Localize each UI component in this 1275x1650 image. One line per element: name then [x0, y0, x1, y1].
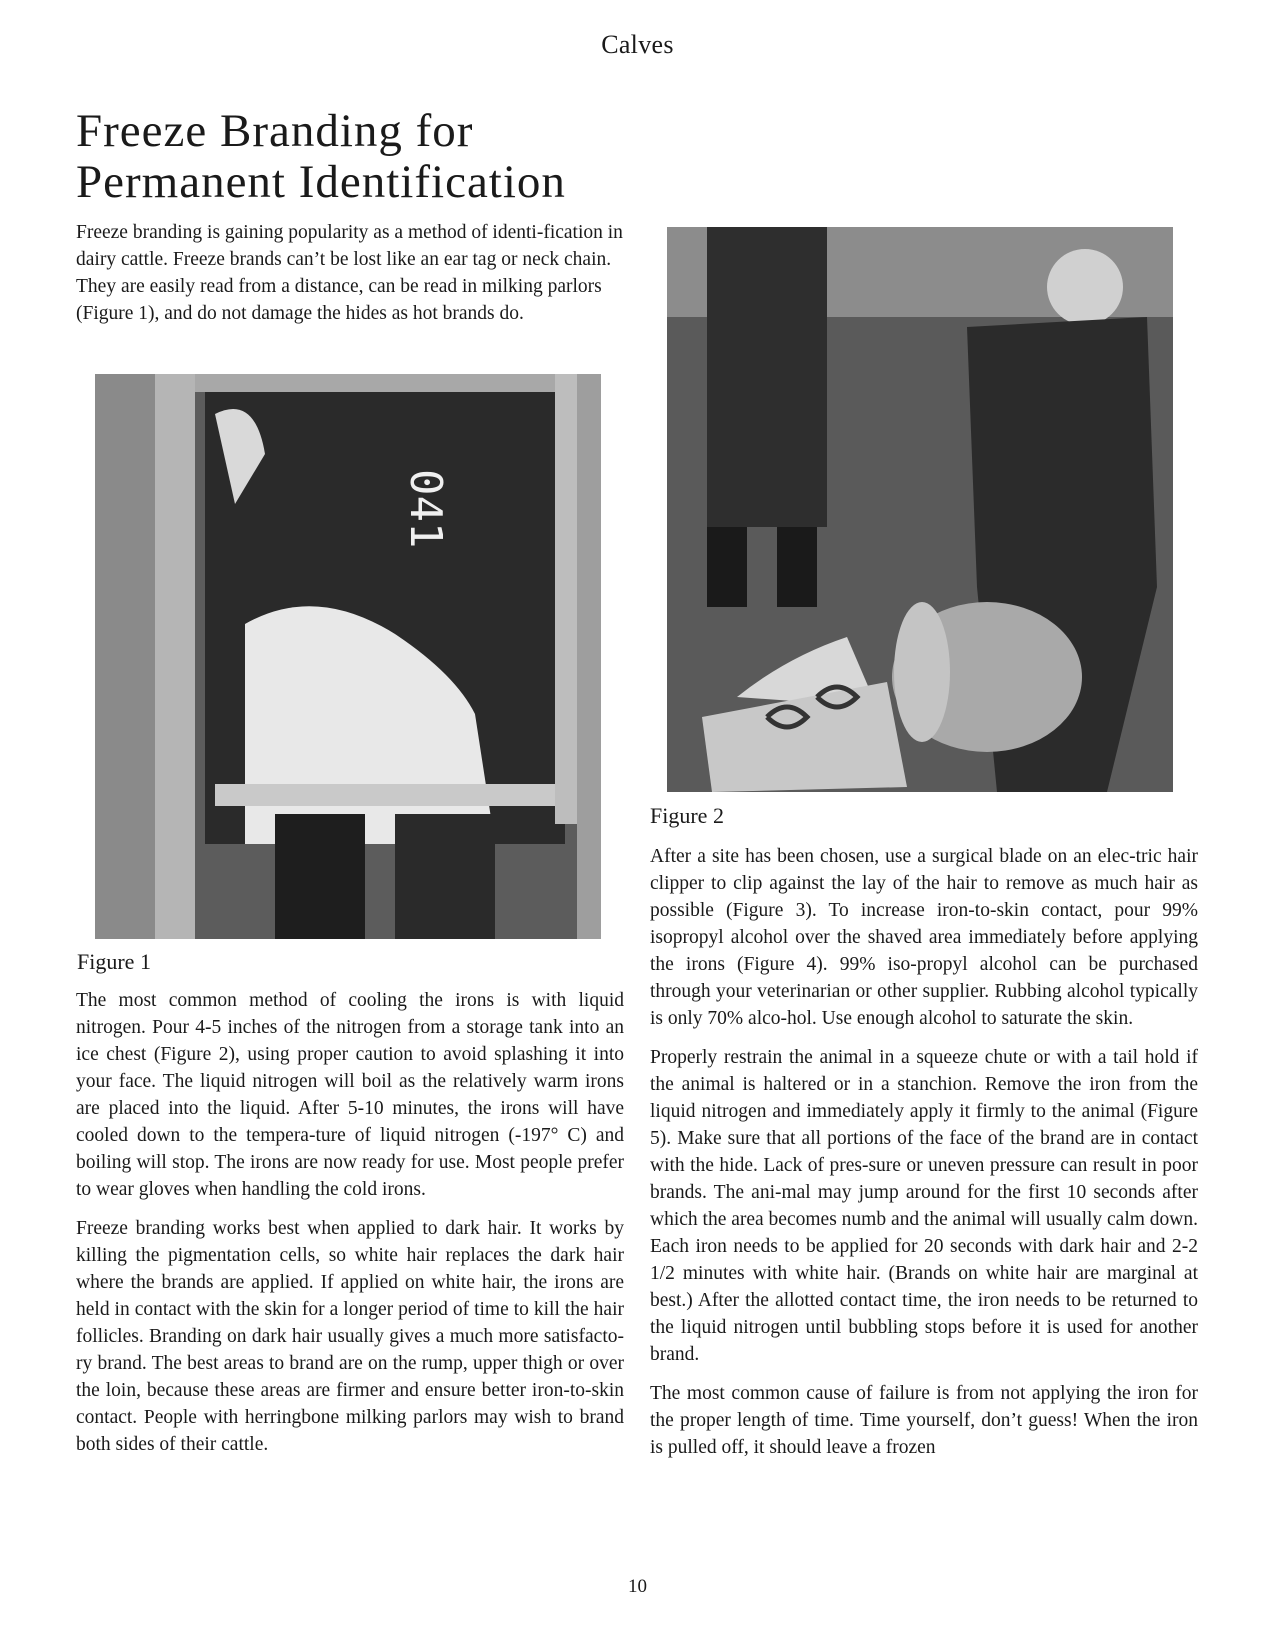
page-number: 10 — [628, 1576, 647, 1597]
paragraph: Freeze branding works best when applied to dark hair. It works by killing the pigmentation cells, so white hair replaces the dark hair where the brands are applied. If applied on white hair, the irons are held in contact with the skin for a longer period of time to kill the hair follicles. Branding on dark hair usually gives a much more satisfacto-ry brand. The best areas to brand are on the rump, upper thigh or over the loin, because these areas are firmer and ensure better iron-to-skin contact. People with herringbone milking parlors may wish to brand both sides of their cattle. — [76, 1218, 624, 1455]
left-column — [76, 987, 624, 1470]
title-line-1: Freeze Branding for — [76, 105, 474, 157]
intro-text: Freeze branding is gaining popularity as a method of identi-fication in dairy cattle. Freeze brands can’t be lost like an ear tag or neck chain. They are easily read from a distance, can be read in milking parlors (Figure 1), and do not damage the hides as hot brands do. — [76, 222, 623, 324]
title-line-2: Permanent Identification — [76, 156, 566, 208]
freeze-brand-number: 041 — [400, 469, 451, 549]
running-head: Calves — [601, 30, 674, 59]
article-title — [76, 106, 636, 208]
figure-2-caption: Figure 2 — [650, 803, 724, 828]
paragraph: Properly restrain the animal in a squeeze chute or with a tail hold if the animal is haltered or in a stanchion. Remove the iron from the liquid nitrogen and immediately apply it firmly to the animal (Figure 5). Make sure that all portions of the face of the brand are in contact with the hide. Lack of pres-sure or uneven pressure can result in poor brands. The ani-mal may jump around for the first 10 seconds after which the area becomes numb and the animal will usually calm down. Each iron needs to be applied for 20 seconds with dark hair and 2-2 1/2 minutes with white hair. (Brands on white hair are marginal at best.) After the allotted contact time, the iron needs to be returned to the liquid nitrogen until bubbling stops before it is used for another brand. — [650, 1047, 1199, 1365]
pouring-nitrogen-image — [667, 227, 1173, 792]
figure-1-photo — [95, 374, 601, 939]
figure-1-caption: Figure 1 — [77, 949, 151, 974]
intro-paragraph — [76, 219, 624, 339]
paragraph: The most common method of cooling the irons is with liquid nitrogen. Pour 4-5 inches of the nitrogen from a storage tank into an ice chest (Figure 2), using proper caution to avoid splashing it into your face. The liquid nitrogen will boil as the relatively warm irons are placed into the liquid. After 5-10 minutes, the irons will have cooled down to the tempera-ture of liquid nitrogen (-197° C) and boiling will stop. The irons are now ready for use. Most people prefer to wear gloves when handling the cold irons. — [76, 990, 624, 1200]
cow-in-parlor-image — [95, 374, 601, 939]
paragraph: After a site has been chosen, use a surgical blade on an elec-tric hair clipper to clip against the lay of the hair to remove as much hair as possible (Figure 3). To increase iron-to-skin contact, pour 99% isopropyl alcohol over the shaved area immediately before applying the irons (Figure 4). 99% iso-propyl alcohol can be purchased through your veterinarian or other supplier. Rubbing alcohol typically is only 70% alco-hol. Use enough alcohol to saturate the skin. — [650, 846, 1198, 1029]
paragraph: The most common cause of failure is from not applying the iron for the proper length of time. Time yourself, don’t guess! When the iron is pulled off, it should leave a frozen — [650, 1383, 1198, 1458]
right-column — [650, 843, 1198, 1473]
figure-2-photo — [667, 227, 1173, 792]
